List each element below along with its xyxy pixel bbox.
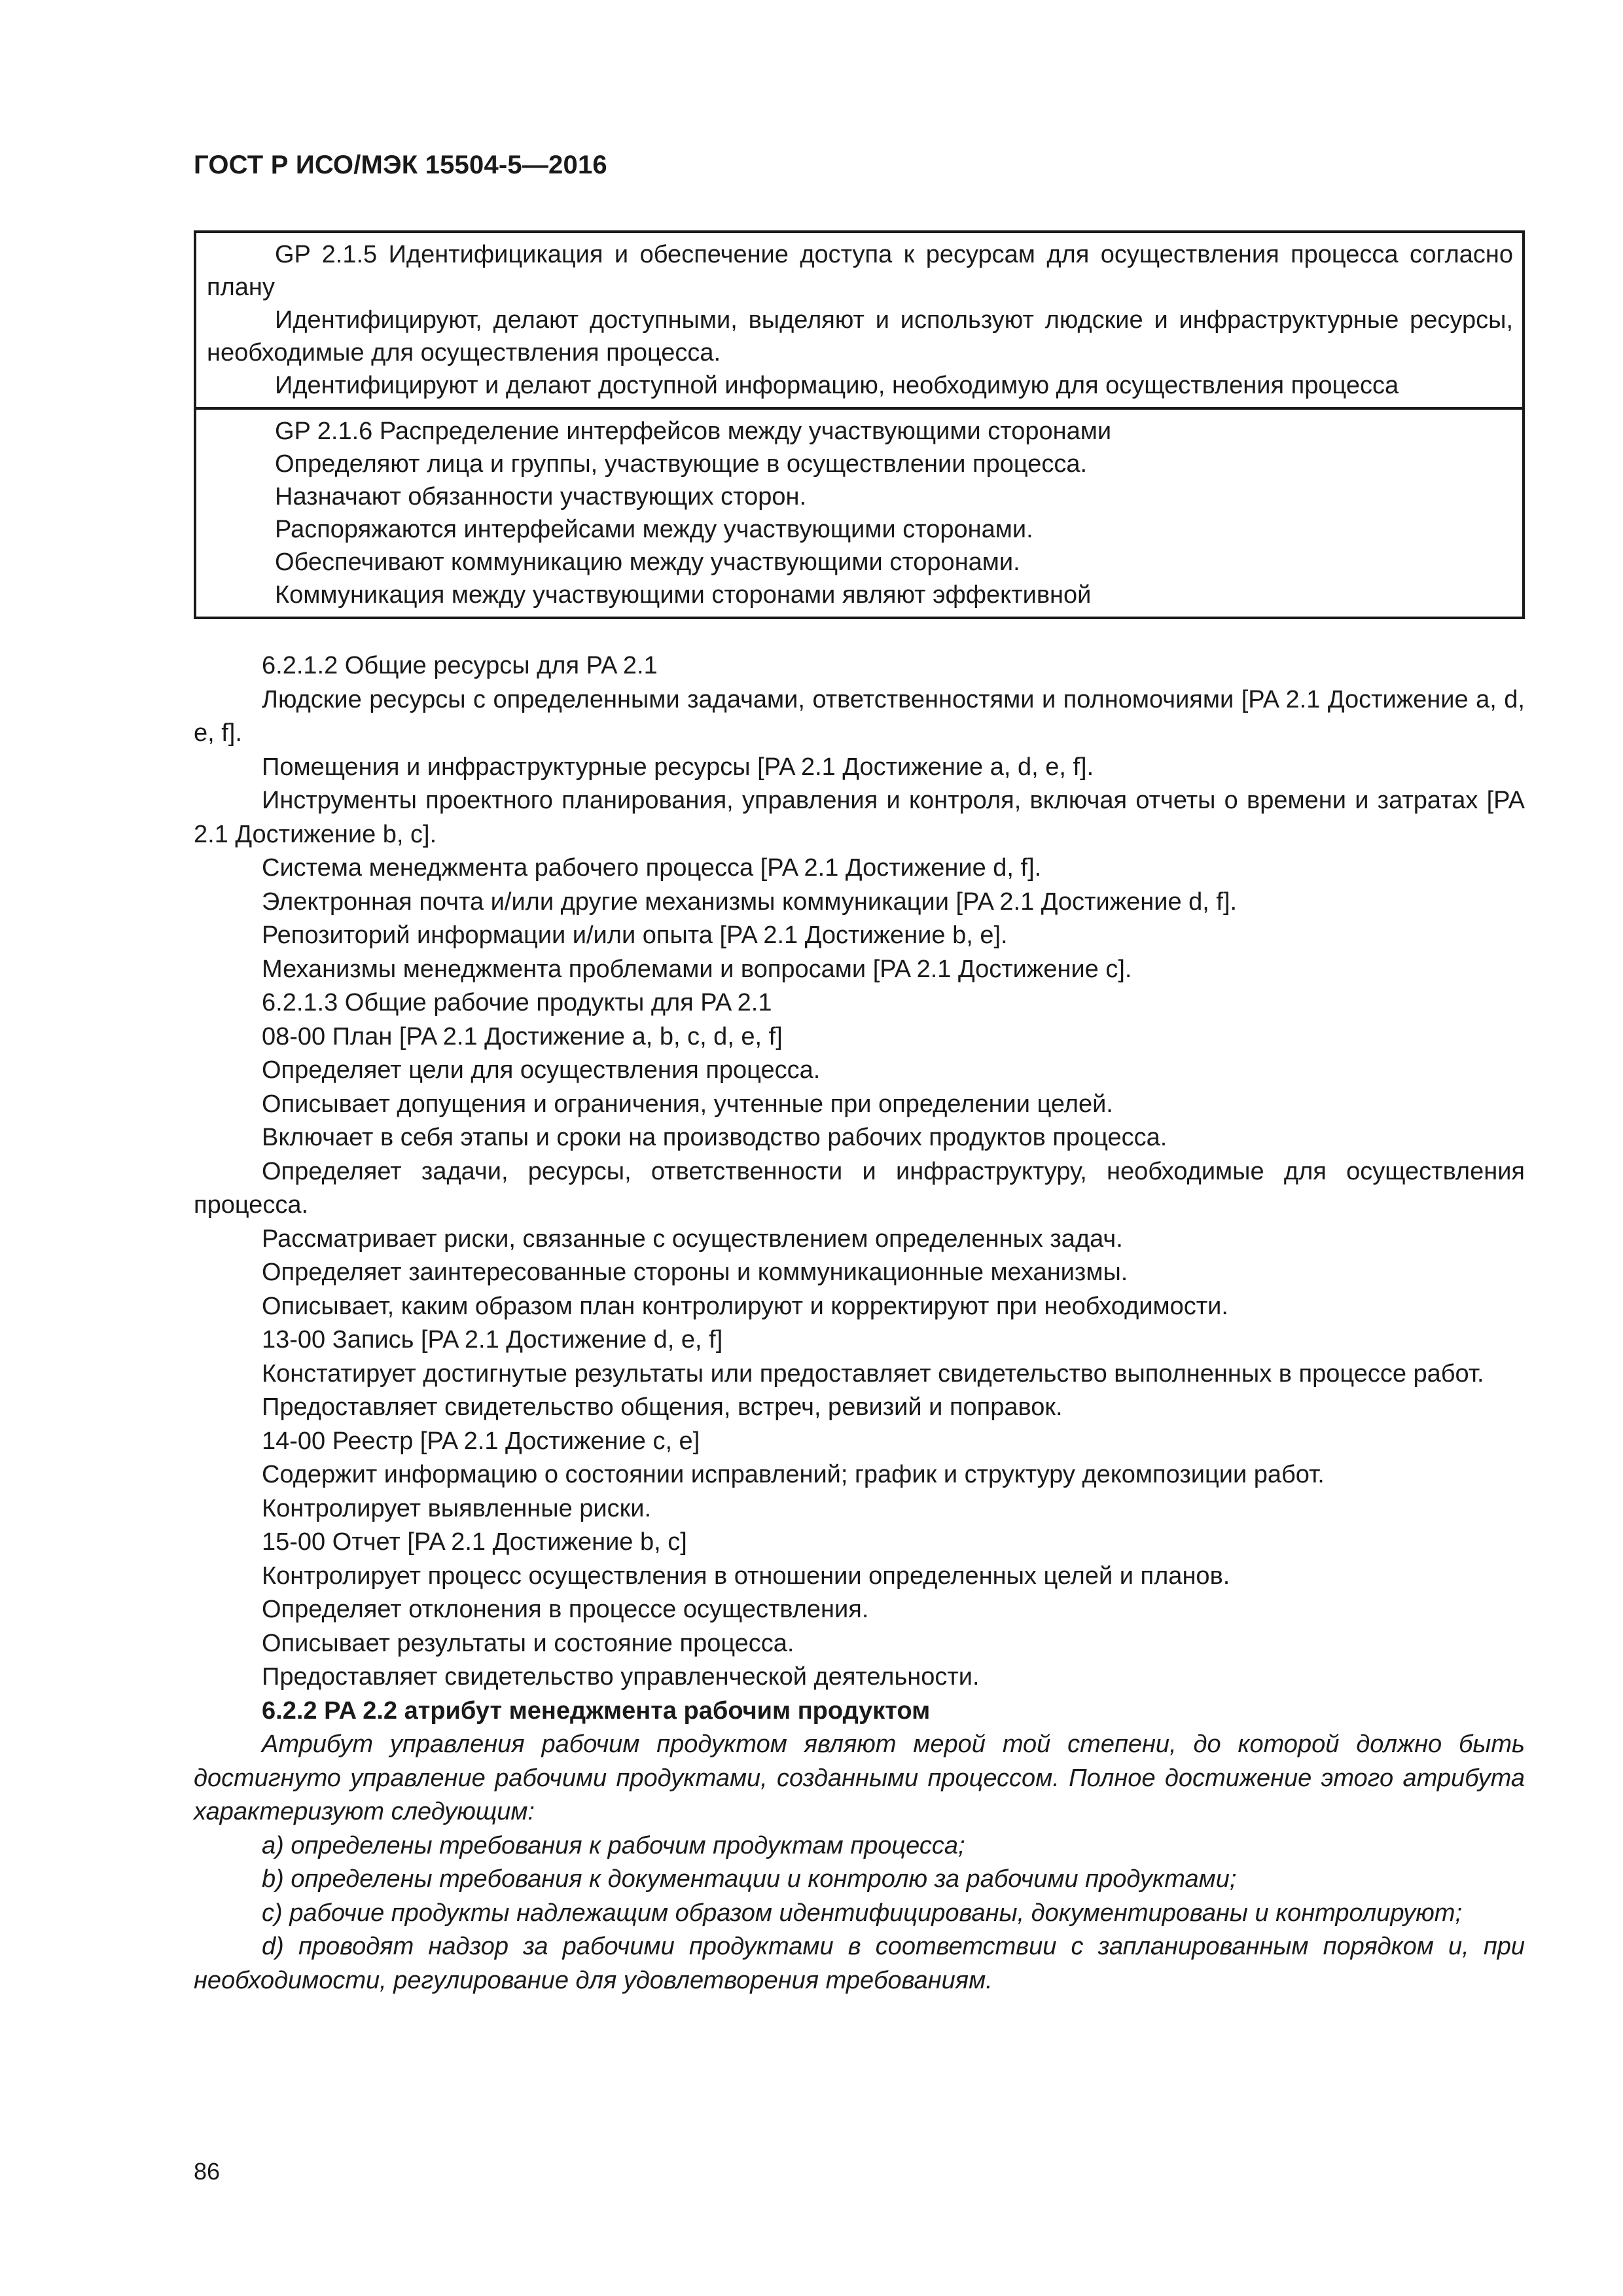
table-line: Назначают обязанности участвующих сторон. [275,483,807,511]
attribute-paragraph: b) определены требования к документации и контролю за рабочими продуктами; [262,1865,1237,1893]
body-paragraph: Предоставляет свидетельство общения, встреч, ревизий и поправок. [262,1393,1063,1421]
page-number: 86 [194,2158,221,2185]
attribute-paragraph: c) рабочие продукты надлежащим образом идентифицированы, документированы и контролируют; [262,1899,1463,1927]
body-paragraph: Механизмы менеджмента проблемами и вопросами [PA 2.1 Достижение c]. [262,955,1132,983]
body-paragraph: Рассматривает риски, связанные с осуществлением определенных задач. [262,1225,1123,1253]
practice-table [194,230,1525,619]
body-paragraph: Определяет отклонения в процессе осуществления. [262,1596,869,1623]
body-paragraph: 08-00 План [PA 2.1 Достижение a, b, c, d, e, f] [262,1022,783,1050]
body-paragraph: Определяет заинтересованные стороны и коммуникационные механизмы. [262,1259,1128,1286]
table-line: Идентифицируют и делают доступной информацию, необходимую для осуществления процесса [275,372,1399,399]
body-paragraph: Система менеджмента рабочего процесса [PA 2.1 Достижение d, f]. [262,854,1042,882]
table-row-gp-2-1-6 [196,407,1522,617]
attribute-paragraph: a) определены требования к рабочим продуктам процесса; [262,1831,965,1859]
body-paragraph: 6.2.1.2 Общие ресурсы для PA 2.1 [262,652,658,679]
body-paragraph: 14-00 Реестр [PA 2.1 Достижение c, e] [262,1427,700,1455]
body-paragraph: Определяет задачи, ресурсы, ответственности и инфраструктуру, необходимые для осуществления процесса. [194,1157,1525,1219]
table-line: Коммуникация между участвующими сторонами являют эффективной [275,581,1092,609]
attribute-paragraph: Атрибут управления рабочим продуктом являют мерой той степени, до которой должно быть достигнуто управление рабочими продуктами, созданными процессом. Полное достижение этого атрибута характеризуют следующим: [194,1731,1525,1825]
body-paragraph: Констатирует достигнутые результаты или предоставляет свидетельство выполненных в процессе работ. [262,1359,1484,1388]
table-line: Обеспечивают коммуникацию между участвующими сторонами. [275,548,1020,576]
body-paragraph: Помещения и инфраструктурные ресурсы [PA 2.1 Достижение a, d, e, f]. [262,753,1094,781]
body-paragraph: Включает в себя этапы и сроки на производство рабочих продуктов процесса. [262,1124,1168,1151]
body-paragraph: Определяет цели для осуществления процесса. [262,1056,821,1084]
table-line: GP 2.1.5 Идентифицикация и обеспечение доступа к ресурсам для осуществления процесса согласно плану [207,241,1513,301]
body-paragraph: Описывает допущения и ограничения, учтенные при определении целей. [262,1090,1113,1118]
body-paragraph: Предоставляет свидетельство управленческой деятельности. [262,1663,980,1691]
body-paragraph: Контролирует процесс осуществления в отношении определенных целей и планов. [262,1562,1230,1590]
document-body [194,649,1525,1998]
body-paragraph: 13-00 Запись [PA 2.1 Достижение d, e, f] [262,1326,723,1354]
document-header: ГОСТ Р ИСО/МЭК 15504-5—2016 [194,151,607,179]
section-heading: 6.2.2 PA 2.2 атрибут менеджмента рабочим продуктом [262,1696,931,1725]
attribute-paragraph: d) проводят надзор за рабочими продуктами в соответствии с запланированным порядком и, при необходимости, регулирование для удовлетворения требованиям. [194,1933,1525,1994]
body-paragraph: Содержит информацию о состоянии исправлений; график и структуру декомпозиции работ. [262,1461,1325,1488]
body-paragraph: Инструменты проектного планирования, управления и контроля, включая отчеты о времени и затратах [PA 2.1 Достижение b, c]. [194,787,1525,848]
table-line: Распоряжаются интерфейсами между участвующими сторонами. [275,516,1033,543]
table-line: Идентифицируют, делают доступными, выделяют и используют людские и инфраструктурные ресурсы, необходимые для осуществления процесса. [207,306,1513,367]
body-paragraph: Электронная почта и/или другие механизмы коммуникации [PA 2.1 Достижение d, f]. [262,888,1238,916]
table-row-gp-2-1-5 [196,233,1522,407]
table-line: Определяют лица и группы, участвующие в осуществлении процесса. [275,450,1088,478]
body-paragraph: 15-00 Отчет [PA 2.1 Достижение b, c] [262,1528,687,1556]
body-paragraph: Описывает результаты и состояние процесса. [262,1629,794,1657]
body-paragraph: Репозиторий информации и/или опыта [PA 2.1 Достижение b, e]. [262,922,1008,949]
table-line: GP 2.1.6 Распределение интерфейсов между участвующими сторонами [275,418,1112,445]
body-paragraph: Описывает, каким образом план контролируют и корректируют при необходимости. [262,1292,1228,1320]
body-paragraph: Людские ресурсы с определенными задачами, ответственностями и полномочиями [PA 2.1 Достижение a, d, e, f]. [194,685,1525,747]
body-paragraph: Контролирует выявленные риски. [262,1494,652,1522]
body-paragraph: 6.2.1.3 Общие рабочие продукты для PA 2.1 [262,989,772,1016]
